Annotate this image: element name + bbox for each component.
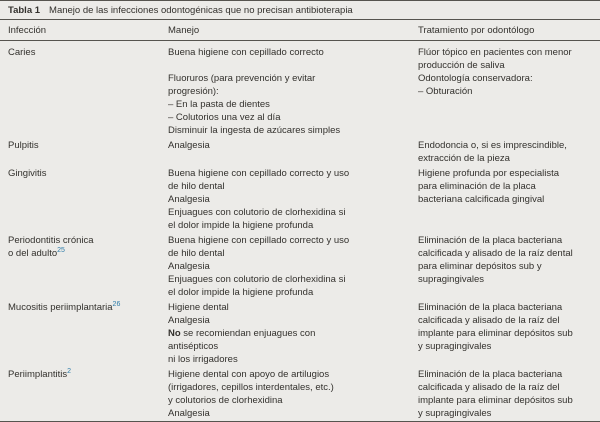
tratamiento-line: – Obturación — [418, 86, 473, 97]
table-row-gingivitis — [8, 165, 600, 232]
table-caption — [0, 0, 600, 20]
manejo-line: Analgesia — [168, 408, 210, 419]
tratamiento-line: Flúor tópico en pacientes con menor — [418, 47, 572, 58]
tratamiento-line: Endodoncia o, si es imprescindible, — [418, 140, 567, 151]
cell-tratamiento — [418, 167, 600, 232]
cell-tratamiento — [418, 234, 600, 299]
manejo-line — [168, 327, 418, 340]
tratamiento-line: calcificada y alisado de la raíz dental — [418, 248, 573, 259]
cell-tratamiento — [418, 139, 600, 165]
cell-manejo — [168, 167, 418, 232]
cell-tratamiento — [418, 301, 600, 366]
tratamiento-line: Odontología conservadora: — [418, 73, 533, 84]
manejo-line: progresión): — [168, 86, 219, 97]
manejo-line: Buena higiene con cepillado correcto y uso — [168, 168, 350, 179]
manejo-line: – Colutorios una vez al día — [168, 112, 281, 123]
manejo-line: de hilo dental — [168, 248, 225, 259]
cell-infeccion — [8, 301, 168, 366]
tratamiento-line: Eliminación de la placa bacteriana — [418, 302, 563, 313]
cell-manejo — [168, 234, 418, 299]
infection-name-text: o del adulto — [8, 248, 58, 259]
manejo-line: Analgesia — [168, 194, 210, 205]
tratamiento-line: Eliminación de la placa bacteriana — [418, 369, 563, 380]
tratamiento-line: implante para eliminar depósitos sub — [418, 395, 573, 406]
infection-name-text: Mucositis periimplantaria — [8, 302, 113, 313]
citation-ref-2[interactable]: 2 — [67, 367, 72, 375]
infection-name-text: Periimplantitis — [8, 369, 68, 380]
manejo-line: Analgesia — [168, 140, 210, 151]
table-title: Manejo de las infecciones odontogénicas que no precisan antibioterapia — [49, 5, 353, 16]
tratamiento-line: para eliminación de la placa — [418, 181, 536, 192]
tratamiento-line: implante para eliminar depósitos sub — [418, 328, 573, 339]
manejo-line: Enjuagues con colutorio de clorhexidina si — [168, 274, 346, 285]
table-label: Tabla 1 — [8, 5, 41, 16]
infection-name: Periodontitis crónica — [8, 235, 94, 246]
cell-manejo — [168, 368, 418, 420]
manejo-line: antisépticos — [168, 341, 219, 352]
table-header-row — [0, 20, 600, 41]
tratamiento-line: supragingivales — [418, 274, 485, 285]
cell-manejo — [168, 139, 418, 165]
blank-line — [168, 59, 418, 72]
cell-infeccion — [8, 46, 168, 137]
table-row-pulpitis — [8, 137, 600, 165]
infection-name: Pulpitis — [8, 140, 39, 151]
manejo-line: Enjuagues con colutorio de clorhexidina si — [168, 207, 346, 218]
tratamiento-line: Eliminación de la placa bacteriana — [418, 235, 563, 246]
table-row-mucositis — [8, 299, 600, 366]
manejo-line: – En la pasta de dientes — [168, 99, 270, 110]
tratamiento-line: calcificada y alisado de la raíz del — [418, 315, 560, 326]
table-row-caries — [8, 46, 600, 137]
manejo-line: Disminuir la ingesta de azúcares simples — [168, 125, 341, 136]
cell-infeccion — [8, 139, 168, 165]
cell-manejo — [168, 301, 418, 366]
tratamiento-line: y supragingivales — [418, 341, 492, 352]
tratamiento-line: calcificada y alisado de la raíz del — [418, 382, 560, 393]
cell-tratamiento — [418, 46, 600, 137]
citation-ref-26[interactable]: 26 — [112, 300, 121, 308]
manejo-line: y colutorios de clorhexidina — [168, 395, 283, 406]
tratamiento-line: Higiene profunda por especialista — [418, 168, 560, 179]
tratamiento-line: producción de saliva — [418, 60, 505, 71]
manejo-line: ni los irrigadores — [168, 354, 238, 365]
manejo-line: (irrigadores, cepillos interdentales, etc.) — [168, 382, 334, 393]
column-header-tratamiento: Tratamiento por odontólogo — [418, 25, 535, 36]
infection-name: Gingivitis — [8, 168, 47, 179]
table-row-periodontitis — [8, 232, 600, 299]
manejo-line-rest: se recomiendan enjuagues con — [180, 328, 316, 339]
cell-tratamiento — [418, 368, 600, 420]
infection-name — [8, 247, 168, 260]
tratamiento-line: extracción de la pieza — [418, 153, 510, 164]
table-row-periimplantitis — [8, 366, 600, 420]
tratamiento-line: para eliminar depósitos sub y — [418, 261, 542, 272]
manejo-line: Buena higiene con cepillado correcto y uso — [168, 235, 350, 246]
infection-name — [8, 368, 168, 381]
infection-name — [8, 301, 168, 314]
cell-infeccion — [8, 167, 168, 232]
manejo-line: Higiene dental — [168, 302, 229, 313]
cell-infeccion — [8, 234, 168, 299]
manejo-line: Analgesia — [168, 261, 210, 272]
cell-manejo — [168, 46, 418, 137]
cell-infeccion — [8, 368, 168, 420]
emphasis-no: No — [168, 328, 181, 339]
tratamiento-line: bacteriana calcificada gingival — [418, 194, 545, 205]
table-body — [0, 41, 600, 420]
citation-ref-25[interactable]: 25 — [57, 246, 65, 254]
column-header-manejo: Manejo — [168, 25, 200, 36]
manejo-line: Fluoruros (para prevención y evitar — [168, 73, 316, 84]
manejo-line: el dolor impide la higiene profunda — [168, 220, 314, 231]
column-header-infeccion: Infección — [8, 25, 47, 36]
manejo-line: Analgesia — [168, 315, 210, 326]
manejo-line: Higiene dental con apoyo de artilugios — [168, 369, 330, 380]
tratamiento-line: y supragingivales — [418, 408, 492, 419]
infection-name: Caries — [8, 47, 36, 58]
manejo-line: Buena higiene con cepillado correcto — [168, 47, 324, 58]
manejo-line: el dolor impide la higiene profunda — [168, 287, 314, 298]
manejo-line: de hilo dental — [168, 181, 225, 192]
